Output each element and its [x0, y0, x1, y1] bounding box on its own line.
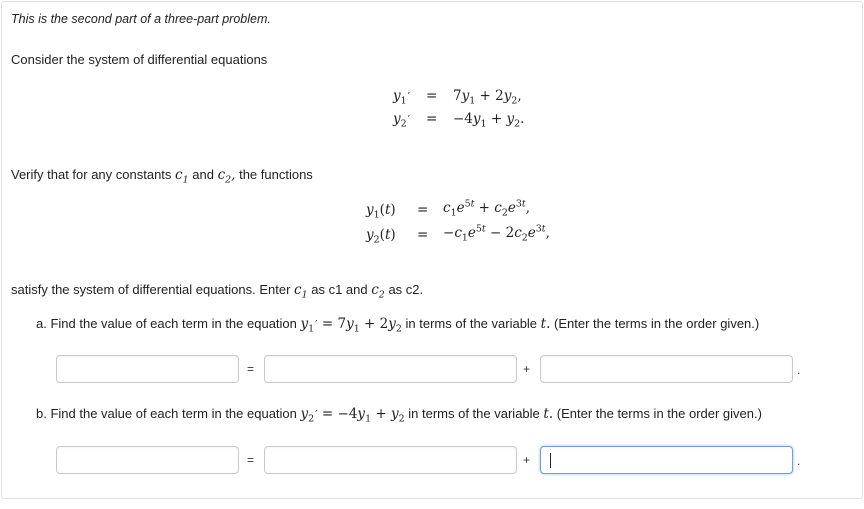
system-eq1-lhs: $y_1'$: [393, 88, 411, 107]
intro-text: This is the second part of a three-part problem.: [11, 12, 271, 26]
part-b-prefix: b. Find the value of each term in the equation: [36, 406, 297, 421]
part-a-suffix-pre: in terms of the variable: [405, 316, 538, 331]
part-b-prompt: [36, 406, 762, 425]
part-a-equals-sign: =: [247, 362, 255, 376]
part-b-suffix-post: (Enter the terms in the order given.): [556, 406, 762, 421]
part-b-plus-sign: +: [523, 453, 531, 467]
part-a-plus-sign: +: [523, 362, 531, 376]
part-b-variable: t.: [543, 406, 554, 422]
satisfy-text: [11, 282, 424, 301]
part-a-term1-input[interactable]: [56, 355, 239, 383]
consider-text: Consider the system of differential equations: [11, 52, 268, 67]
verify-prefix: Verify that for any constants: [11, 167, 172, 182]
part-a-term3-input[interactable]: [540, 355, 793, 383]
verify-and: and: [192, 167, 214, 182]
verify-suffix: the functions: [239, 167, 313, 182]
part-a-term2-input[interactable]: [264, 355, 517, 383]
verify-c1: $c_1$: [175, 167, 189, 186]
verify-c2: $c_2$,: [217, 167, 236, 186]
satisfy-c2: $c_2$: [371, 282, 385, 301]
problem-panel: [1, 1, 863, 499]
part-b-term1-input[interactable]: [56, 446, 239, 474]
solution-1-rhs: $c_1e^{5t} + c_2e^{3t}$,: [443, 198, 530, 219]
solution-1-lhs: $y_1(t)$: [366, 202, 396, 221]
satisfy-c1: $c_1$: [294, 282, 308, 301]
verify-text: [11, 167, 313, 186]
part-a-suffix-post: (Enter the terms in the order given.): [554, 316, 760, 331]
part-a-prompt: [36, 316, 760, 335]
part-b-trailing-period: .: [797, 454, 801, 468]
part-a-equation: $y_1' = 7y_1 + 2y_2$: [300, 316, 402, 335]
system-eq2-equals: =: [426, 111, 438, 127]
part-b-term2-input[interactable]: [264, 446, 517, 474]
satisfy-prefix: satisfy the system of differential equations. Enter: [11, 282, 291, 297]
part-b-equals-sign: =: [247, 453, 255, 467]
part-b-term3-input[interactable]: [540, 446, 793, 474]
part-a-trailing-period: .: [797, 363, 801, 377]
system-eq1-equals: =: [426, 88, 438, 104]
part-a-variable: t.: [540, 316, 551, 332]
system-eq1-rhs: $7y_1 + 2y_2$,: [453, 88, 522, 107]
solution-2-rhs: $-c_1e^{5t} - 2c_2e^{3t}$,: [443, 223, 550, 244]
solution-2-equals: =: [417, 227, 429, 243]
system-eq2-rhs: $-4y_1 + y_2$.: [453, 111, 525, 130]
part-b-equation: $y_2' = -4y_1 + y_2$: [300, 406, 405, 425]
text-cursor: [550, 453, 551, 468]
satisfy-as1: as c1 and: [311, 282, 368, 297]
part-a-prefix: a. Find the value of each term in the equation: [36, 316, 297, 331]
satisfy-as2: as c2.: [388, 282, 424, 297]
part-b-suffix-pre: in terms of the variable: [408, 406, 540, 421]
solution-1-equals: =: [417, 202, 429, 218]
solution-2-lhs: $y_2(t)$: [366, 227, 396, 246]
system-eq2-lhs: $y_2'$: [393, 111, 411, 130]
